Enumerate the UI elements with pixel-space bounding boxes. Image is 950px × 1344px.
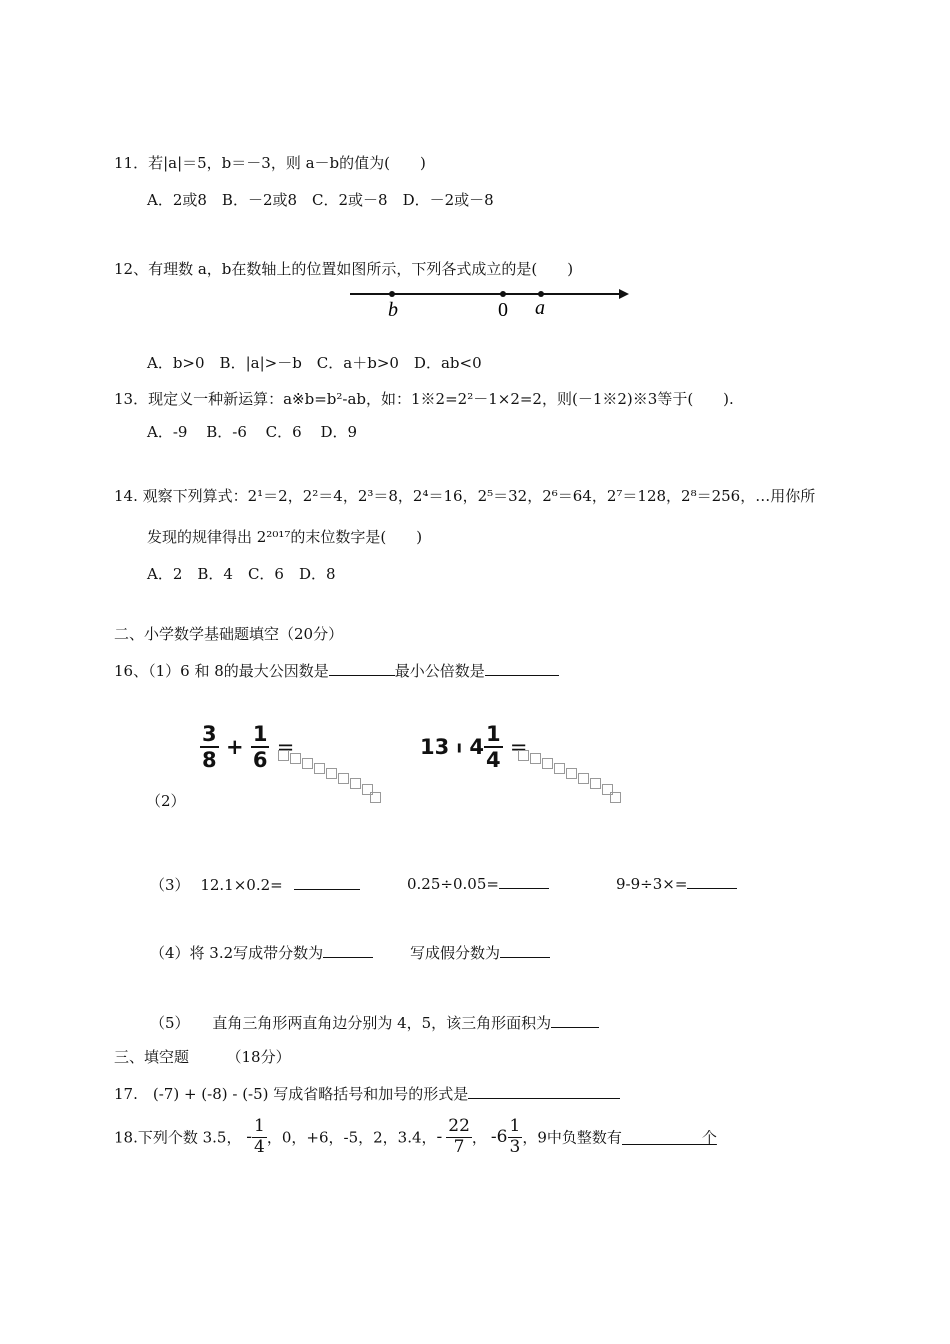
q18-suffix: ，9中负整数有 [522, 1128, 622, 1147]
answer-blank-area[interactable] [551, 1013, 599, 1028]
mixed-whole-6: 6 [496, 1127, 508, 1148]
q17 [114, 1083, 620, 1104]
q16-part3-label: （3） [150, 876, 190, 894]
fraction-1-4: $\frac{1}{4}$ [485, 722, 501, 773]
label-b: b [388, 299, 398, 321]
q16-part5 [150, 1012, 599, 1033]
q12-stem: 12、有理数 a，b在数轴上的位置如图所示，下列各式成立的是( ) [114, 260, 574, 278]
q16-part3-expr-b: 0.25÷0.05= [407, 875, 499, 893]
answer-blank-3c[interactable] [687, 874, 737, 889]
comma: ， [471, 1128, 487, 1147]
answer-blank-q17[interactable] [468, 1084, 620, 1099]
q11-stem: 11．若|a|＝5，b＝－3，则 a－b的值为( ) [114, 154, 426, 172]
minus-sign: - [246, 1127, 253, 1148]
q18-prefix: 18.下列个数 3.5， [114, 1128, 242, 1147]
q13-option-b: B．-6 [206, 423, 247, 441]
q18 [114, 1117, 717, 1157]
q14-options: A．2 B．4 C．6 D．8 [147, 565, 336, 583]
q16-expr2 [420, 722, 528, 772]
fraction-3-8: $\frac{3}{8}$ [202, 722, 217, 773]
answer-blank-lcm[interactable] [485, 661, 559, 676]
fraction-neg-1-4: $\frac{1}{4}$ [254, 1116, 265, 1157]
q16-part5-text: 直角三角形两直角边分别为 4，5，该三角形面积为 [212, 1014, 552, 1032]
q13-stem: 13．现定义一种新运算：a※b=b²-ab，如：1※2=2²－1×2=2，则(－1※2)※3等于( ). [114, 390, 734, 408]
answer-blank-gcd[interactable] [329, 661, 395, 676]
q16-part1-text-a: 16、（1）6 和 8的最大公因数是 [114, 662, 329, 680]
fraction-neg-22-7: $\frac{22}{7}$ [448, 1116, 470, 1157]
answer-blank-3b[interactable] [499, 874, 549, 889]
q16-part1-text-b: 最小公倍数是 [394, 662, 485, 680]
q16-part3-c [616, 874, 737, 893]
placeholder-glyphs-2 [518, 750, 628, 810]
whole-4: 4 [469, 735, 484, 760]
q16-part3 [150, 874, 360, 895]
answer-blank-improper[interactable] [500, 943, 550, 958]
q16-part3-expr-a: 12.1×0.2= [200, 876, 283, 894]
operator-glyph: ı [456, 737, 463, 757]
q16-part2-label: （2） [146, 792, 186, 810]
q13-options [147, 421, 371, 442]
q16-part3-expr-c: 9-9÷3×= [616, 875, 688, 893]
point-0 [500, 291, 506, 297]
q16-part4-text-b: 写成假分数为 [409, 944, 500, 962]
answer-blank-3a[interactable] [294, 875, 360, 890]
fraction-1-3: $\frac{1}{3}$ [509, 1116, 521, 1157]
answer-blank-q18[interactable] [622, 1130, 702, 1145]
plus-sign: + [225, 735, 244, 760]
minus-sign: - [490, 1127, 497, 1148]
q16-part1 [114, 660, 559, 681]
answer-blank-mixed[interactable] [323, 943, 373, 958]
point-b [389, 291, 395, 297]
placeholder-glyphs-1 [278, 750, 388, 810]
q13-option-a: A．-9 [147, 423, 188, 441]
q18-mid: ，0，+6，-5，2，3.4， [266, 1128, 437, 1147]
q16-part4-text-a: （4）将 3.2写成带分数为 [150, 944, 324, 962]
q14-stem-cont: 发现的规律得出 2²⁰¹⁷的末位数字是( ) [147, 528, 423, 546]
number-line [345, 282, 640, 322]
section2-title: 二、小学数学基础题填空（20分） [114, 625, 344, 643]
minus-sign: - [436, 1127, 443, 1148]
q17-text: 17. (-7) + (-8) - (-5) 写成省略括号和加号的形式是 [114, 1085, 469, 1103]
q13-option-c: C．6 [265, 423, 302, 441]
q16-part4 [150, 942, 550, 963]
q18-unit: 个 [701, 1128, 717, 1147]
equals-sign: = [276, 735, 295, 760]
whole-13: 13 [420, 735, 450, 760]
q16-part3-b [407, 874, 549, 893]
q11-options: A．2或8 B．－2或8 C．2或－8 D．－2或－8 [147, 191, 494, 209]
section3-title: 三、填空题 （18分） [114, 1048, 291, 1066]
equals-sign: = [509, 735, 528, 760]
label-0: 0 [498, 299, 508, 321]
q16-part5-label: （5） [150, 1014, 190, 1032]
q13-option-d: D．9 [320, 423, 358, 441]
q14-stem: 14. 观察下列算式：2¹＝2，2²＝4，2³＝8，2⁴＝16，2⁵＝32，2⁶＝64，2⁷＝128，2⁸＝256，…用你所 [114, 487, 816, 505]
fraction-1-6: $\frac{1}{6}$ [252, 722, 268, 773]
label-a: a [535, 297, 545, 319]
q12-options: A．b>0 B．|a|>－b C．a＋b>0 D．ab<0 [147, 354, 482, 372]
